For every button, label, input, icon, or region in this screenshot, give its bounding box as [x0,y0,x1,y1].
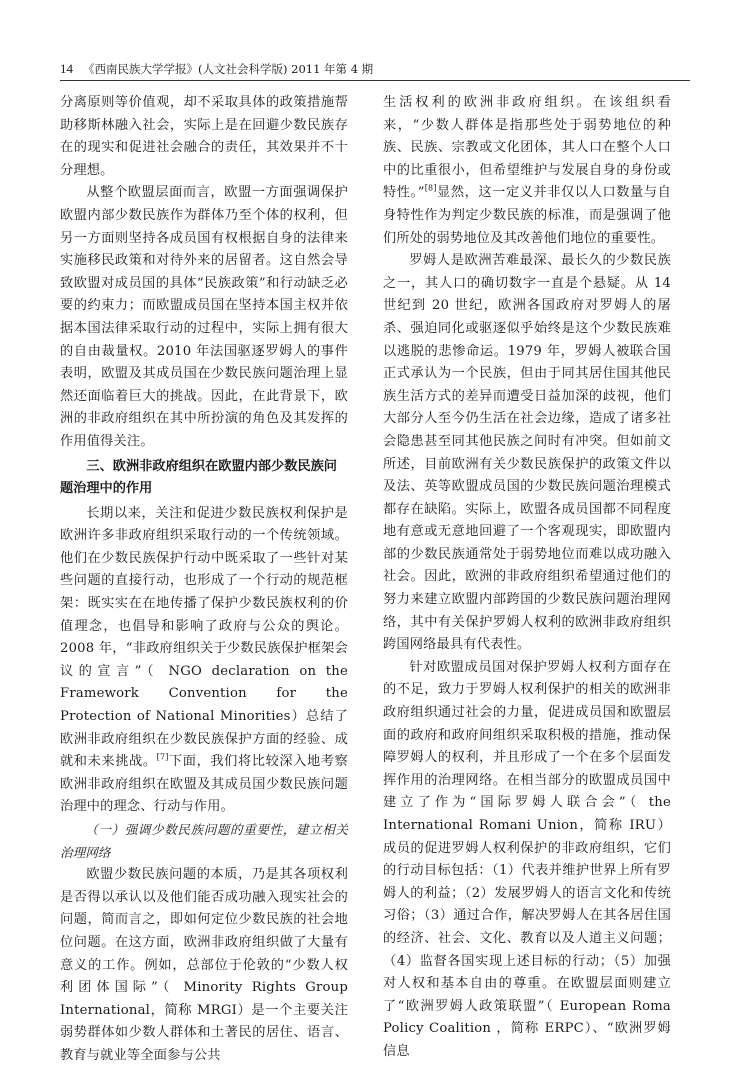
journal-title: 《西南民族大学学报》(人文社会科学版) 2011 年第 4 期 [83,62,374,76]
paragraph: 从整个欧盟层面而言，欧盟一方面强调保护欧盟内部少数民族作为群体乃至个体的权利，但另一方面则坚持各成员国有权根据自身的法律来实施移民政策和对待外来的居留者。这自然会导致欧盟对成员国的具体“民族政策”和行动缺乏必要的约束力；而欧盟成员国在坚持本国主权并依据本国法律采取行动的过程中，实际上拥有很大的自由裁量权。2010 年法国驱逐罗姆人的事件表明，欧盟及其成员国在少数民族问题治理上显然还面临着巨大的挑战。因此，在此背景下，欧洲的非政府组织在其中所扮演的角色及其发挥的作用值得关注。 [60,185,348,449]
paragraph: 长期以来，关注和促进少数民族权利保护是欧洲许多非政府组织采取行动的一个传统领域。他们在少数民族保护行动中既采取了一些针对某些问题的直接行动，也形成了一个行动的规范框架：既实实在在地传播了保护少数民族权利的价值理念，也倡导和影响了政府与公众的舆论。2008 年，“非政府组织关于少数民族保护框架会议的宣言”（ NGO declaration on the Framework Convention for the Protection of National Minorities）总结了欧洲非政府组织在少数民族保护方面的经验、成就和未来挑战。[7]下面，我们将比较深入地考察欧洲非政府组织在欧盟及其成员国少数民族问题治理中的理念、行动与作用。 [60,505,348,815]
left-column [60,92,348,1068]
section-heading: 三、欧洲非政府组织在欧盟内部少数民族问题治理中的作用 [60,458,337,497]
paragraph: 欧盟少数民族问题的本质，乃是其各项权利是否得以承认以及他们能否成功融入现实社会的问题，简而言之，即如何定位少数民族的社会地位问题。在这方面，欧洲非政府组织做了大量有意义的工作。例如，总部位于伦敦的“少数人权利团体国际”（ Minority Rights Group International，简称 MRGI）是一个主要关注弱势群体如少数人群体和土著民的居住、语言、教育与就业等全面参与公共 [60,867,348,1063]
citation-ref: [7] [156,752,169,762]
subsection-heading: （一）强调少数民族问题的重要性，建立相关治理网络 [60,822,348,860]
right-column [383,92,671,1064]
paragraph: 罗姆人是欧洲苦难最深、最长久的少数民族之一，其人口的确切数字一直是个悬疑。从 14 世纪到 20 世纪，欧洲各国政府对罗姆人的屠杀、强迫同化或驱逐似乎始终是这个少数民族难以逃脱的悲惨命运。1979 年，罗姆人被联合国正式承认为一个民族，但由于同其居住国其他民族生活方式的差异而遭受日益加深的歧视，他们大部分人至今仍生活在社会边缘，造成了诸多社会隐患甚至同其他民族之间时有冲突。但如前文所述，目前欧洲有关少数民族保护的政策文件以及法、英等欧盟成员国的少数民族问题治理模式都存在缺陷。实际上，欧盟各成员国都不同程度地有意或无意地回避了一个客观现实，即欧盟内部的少数民族通常处于弱势地位而难以成功融入社会。因此，欧洲的非政府组织希望通过他们的努力来建立欧盟内部跨国的少数民族问题治理网络，其中有关保护罗姆人权利的欧洲非政府组织跨国网络最具有代表性。 [383,253,671,653]
running-header [60,58,690,81]
paragraph: 分离原则等价值观，却不采取具体的政策措施帮助移斯林融入社会，实际上是在回避少数民族存在的现实和促进社会融合的责任，其效果并不十分理想。 [60,95,348,178]
paragraph: 针对欧盟成员国对保护罗姆人权利方面存在的不足，致力于罗姆人权利保护的相关的欧洲非政府组织通过社会的力量，促进成员国和欧盟层面的政府和政府间组织采取积极的措施，推动保障罗姆人的权利，并且形成了一个在多个层面发挥作用的治理网络。在相当部分的欧盟成员国中建立了作为“国际罗姆人联合会”（ the International Romani Union，简称 IRU）成员的促进罗姆人权利保护的非政府组织，它们的行动目标包括：（1）代表并维护世界上所有罗姆人的利益；（2）发展罗姆人的语言文化和传统习俗；（3）通过合作，解决罗姆人在其各居住国的经济、社会、文化、教育以及人道主义问题；（4）监督各国实现上述目标的行动；（5）加强对人权和基本自由的尊重。在欧盟层面则建立了“欧洲罗姆人政策联盟”（ European Roma Policy Coalition ，简称 ERPC）、“欧洲罗姆信息 [383,659,671,1059]
paragraph: 生活权利的欧洲非政府组织。在该组织看来，“少数人群体是指那些处于弱势地位的种族、民族、宗教或文化团体，其人口在整个人口中的比重很小，但希望维护与发展自身的身份或特性。”[8]显然，这一定义并非仅以人口数量与自身特性作为判定少数民族的标准，而是强调了他们所处的弱势地位及其改善他们地位的重要性。 [383,95,671,246]
citation-ref: [8] [424,183,437,193]
page-number: 14 [60,61,73,76]
